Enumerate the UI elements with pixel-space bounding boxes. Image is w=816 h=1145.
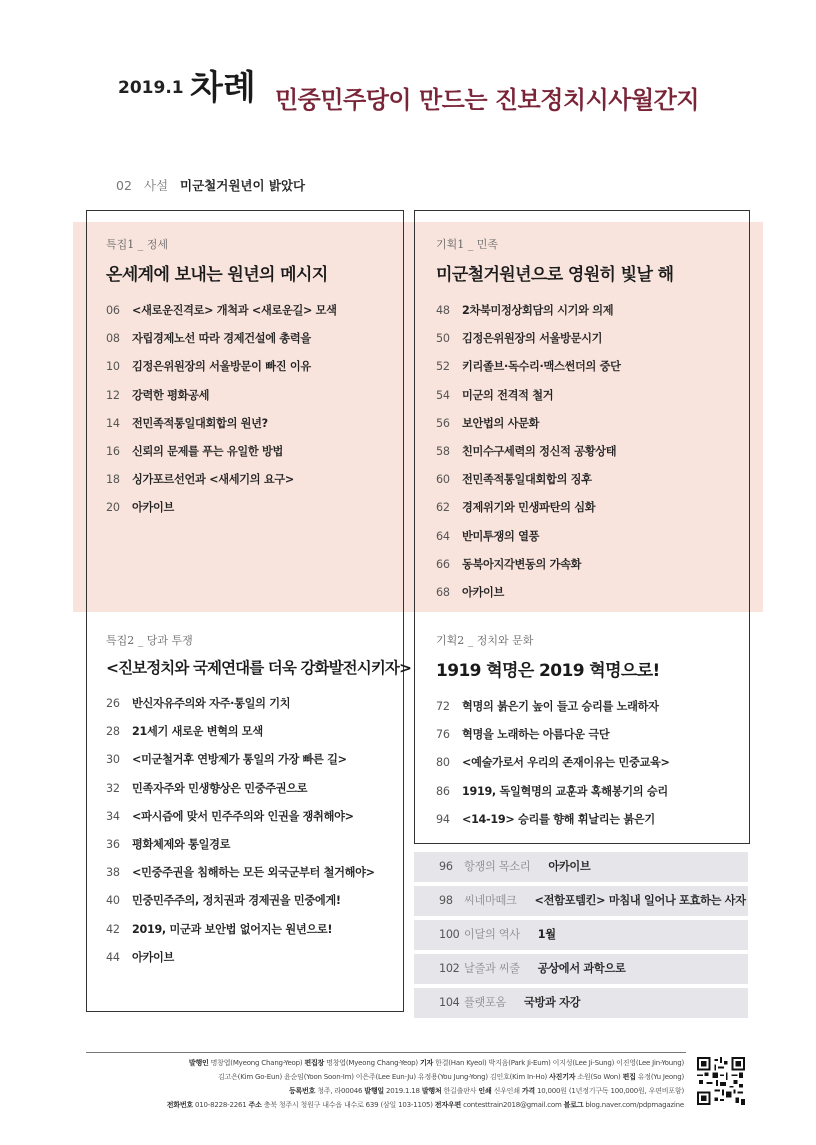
colophon-value: 명창엽(Myeong Chang-Yeop) (210, 1059, 303, 1067)
toc-item[interactable] (106, 948, 411, 976)
toc-item[interactable] (106, 863, 411, 891)
extra-title: 1월 (537, 928, 556, 941)
toc-page: 50 (436, 332, 450, 346)
toc-title: 보안법의 사문화 (462, 416, 540, 430)
toc-title: 미군의 전격적 철거 (462, 388, 554, 402)
toc-page: 94 (436, 812, 450, 826)
toc-item[interactable] (436, 583, 673, 611)
toc-list (106, 301, 337, 527)
colophon-value: contesttrain2018@gmail.com (463, 1101, 562, 1109)
extra-page: 104 (439, 996, 460, 1009)
toc-title: 친미수구세력의 정신적 공황상태 (462, 444, 617, 458)
colophon-label: 편집 (622, 1073, 636, 1081)
extra-category: 이달의 역사 (464, 928, 520, 941)
toc-title: 2019, 미군과 보안법 없어지는 원년으로! (132, 922, 333, 936)
toc-page: 56 (436, 416, 450, 430)
colophon-value: 10,000원 (1년정기구독 100,000원, 우편비포함) (537, 1087, 684, 1095)
toc-page: 54 (436, 388, 450, 402)
toc-title: 김정은위원장의 서울방문시기 (462, 332, 603, 346)
toc-title: 평화체제와 통일경로 (132, 837, 231, 851)
colophon-label: 블로그 (563, 1101, 584, 1109)
colophon-label: 기자 (419, 1059, 434, 1067)
toc-page: 26 (106, 697, 120, 710)
toc-item[interactable] (106, 891, 411, 919)
toc-title: 혁명의 붉은기 높이 들고 승리를 노래하자 (462, 700, 659, 713)
section-title: 미군철거원년으로 영원히 빛날 해 (436, 265, 674, 285)
toc-title: 김정은위원장의 서울방문이 빠진 이유 (132, 360, 311, 374)
toc-title: 2차북미정상회담의 시기와 의제 (462, 304, 614, 317)
toc-item[interactable] (106, 498, 337, 526)
toc-page: 16 (106, 444, 120, 458)
section-title: <진보정치와 국제연대를 더욱 강화발전시키자> (106, 659, 412, 677)
toc-page: 30 (106, 753, 120, 767)
toc-title: <파시즘에 맞서 민주주의와 인권을 쟁취해야> (132, 809, 354, 823)
toc-item[interactable] (436, 498, 673, 526)
toc-title: 혁명을 노래하는 아름다운 극단 (462, 728, 610, 742)
toc-page: 52 (436, 360, 450, 374)
toc-item[interactable] (106, 694, 411, 722)
toc-item[interactable] (106, 470, 337, 498)
toc-title: 1919, 독일혁명의 교훈과 혹해봉기의 승리 (462, 784, 668, 798)
toc-item[interactable] (436, 329, 673, 357)
extra-page: 100 (439, 928, 460, 941)
colophon-value: 한결(Han Kyeol) 박지음(Park Ji-Eum) 이지성(Lee Ji-Sung) 이진영(Lee Jin-Young) (435, 1059, 684, 1067)
section-title: 온세계에 보내는 원년의 메시지 (106, 265, 328, 285)
extra-category: 플랫포옴 (464, 996, 507, 1009)
colophon-label: 인쇄 (478, 1087, 492, 1095)
colophon-label: 전자우편 (434, 1101, 462, 1109)
extra-entry[interactable] (414, 852, 748, 882)
toc-title: 전민족적통일대회합의 원년? (132, 416, 268, 430)
toc-title: 민족자주와 민생향상은 민중주권으로 (132, 781, 308, 795)
toc-page: 38 (106, 866, 120, 880)
editorial-title: 미군철거원년이 밝았다 (180, 178, 306, 193)
colophon-label: 사진기자 (549, 1073, 576, 1081)
colophon-label: 발행인 (188, 1059, 209, 1067)
toc-title: <새로운진격로> 개척과 <새로운길> 모색 (132, 304, 337, 317)
toc-item[interactable] (436, 357, 673, 385)
section-label: 기획1 _ 민족 (436, 238, 498, 251)
toc-title: 싱가포르선언과 <새세기의 요구> (132, 473, 294, 487)
toc-item[interactable] (436, 753, 670, 781)
toc-page: 34 (106, 809, 120, 823)
colophon-line (167, 1100, 684, 1110)
section-label: 특집1 _ 정세 (106, 238, 168, 251)
toc-item[interactable] (436, 697, 670, 725)
toc-page: 80 (436, 756, 450, 770)
toc-title: <예술가로서 우리의 존재이유는 민중교육> (462, 756, 670, 770)
colophon-divider (86, 1052, 686, 1053)
extra-entry[interactable] (414, 954, 748, 984)
toc-page: 62 (436, 501, 450, 515)
toc-title: 전민족적통일대회합의 징후 (462, 473, 592, 487)
toc-item[interactable] (106, 386, 337, 414)
toc-list (436, 697, 670, 838)
colophon-line (218, 1072, 684, 1082)
toc-item[interactable] (106, 357, 337, 385)
qr-code-icon[interactable] (697, 1057, 745, 1105)
extra-page: 102 (439, 962, 460, 975)
extra-page: 98 (439, 894, 453, 907)
colophon-value: 김고은(Kim Go-Eun) 윤순임(Yoon Soon-Im) 이은주(Lee Eun-Ju) 유정용(You Jung-Yong) 김인호(Kim In-Ho) (218, 1073, 548, 1081)
toc-page: 18 (106, 473, 120, 487)
section-label: 기획2 _ 정치와 문화 (436, 634, 534, 647)
colophon-label: 전화번호 (166, 1101, 193, 1109)
toc-item[interactable] (436, 810, 670, 838)
colophon-label: 발행일 (364, 1087, 384, 1095)
extra-entry[interactable] (414, 988, 748, 1018)
colophon-value: 청주, 라00046 (317, 1087, 363, 1095)
toc-page: 36 (106, 837, 120, 851)
extra-title: 국방과 자강 (524, 996, 581, 1009)
toc-title: 동북아지각변동의 가속화 (462, 557, 582, 571)
colophon-value: 신우인쇄 (493, 1087, 520, 1095)
toc-title: 키리졸브·독수리·맥스썬더의 중단 (462, 360, 621, 374)
toc-page: 86 (436, 784, 450, 798)
toc-page: 72 (436, 700, 450, 713)
toc-list (106, 694, 411, 976)
toc-page: 10 (106, 360, 120, 374)
toc-item[interactable] (106, 329, 337, 357)
colophon-value: blog.naver.com/pdpmagazine (585, 1101, 684, 1109)
toc-item[interactable] (106, 722, 411, 750)
toc-item[interactable] (106, 807, 411, 835)
toc-title: 반미투쟁의 열풍 (462, 529, 540, 543)
section-plan2 (436, 632, 670, 838)
colophon-value: 한길출판사 (443, 1087, 477, 1095)
toc-page: 64 (436, 529, 450, 543)
toc-title: <민중주권을 침해하는 모든 외국군부터 철거해야> (132, 866, 375, 880)
toc-title: 아카이브 (132, 501, 175, 515)
toc-item[interactable] (436, 470, 673, 498)
toc-page: 12 (106, 388, 120, 402)
colophon-label: 가격 (521, 1087, 535, 1095)
section-special2 (106, 632, 411, 976)
toc-item[interactable] (106, 779, 411, 807)
section-special1 (106, 236, 337, 527)
toc-page: 20 (106, 501, 120, 515)
extra-category: 씨네마떼크 (464, 894, 517, 907)
toc-item[interactable] (436, 386, 673, 414)
issue-date: 2019.1 (118, 78, 184, 98)
toc-item[interactable] (436, 301, 673, 329)
toc-item[interactable] (106, 835, 411, 863)
toc-item[interactable] (106, 414, 337, 442)
toc-page: 68 (436, 585, 450, 599)
section-title: 1919 혁명은 2019 혁명으로! (436, 661, 660, 681)
extra-category: 날줄과 씨줄 (464, 962, 520, 975)
toc-title: 자립경제노선 따라 경제건설에 총력을 (132, 332, 311, 346)
extra-entry[interactable] (414, 920, 748, 950)
toc-item[interactable] (436, 555, 673, 583)
toc-page: 14 (106, 416, 120, 430)
toc-page: 58 (436, 444, 450, 458)
toc-page: 32 (106, 781, 120, 795)
toc-title: 민중민주주의, 정치권과 경제권을 민중에게! (132, 894, 341, 908)
colophon-value: 명창엽(Myeong Chang-Yeop) (326, 1059, 418, 1067)
colophon-label: 편집장 (304, 1059, 325, 1067)
toc-item[interactable] (436, 725, 670, 753)
colophon-label: 발행처 (421, 1087, 442, 1095)
extra-page: 96 (439, 860, 453, 873)
toc-page: 42 (106, 922, 120, 936)
toc-page: 66 (436, 557, 450, 571)
extra-title: 아카이브 (548, 860, 591, 873)
colophon-line (189, 1058, 684, 1068)
toc-title: 아카이브 (462, 585, 505, 599)
colophon-value: 010-8228-2261 (195, 1101, 247, 1109)
toc-title: 강력한 평화공세 (132, 388, 210, 402)
toc-page: 08 (106, 332, 120, 346)
colophon-value: 유정(Yu Jeong) (637, 1073, 684, 1081)
toc-page: 76 (436, 728, 450, 742)
colophon-value: 소원(So Won) (577, 1073, 621, 1081)
toc-item[interactable] (436, 442, 673, 470)
toc-page: 44 (106, 950, 120, 964)
toc-title: <미군철거후 연방제가 통일의 가장 빠른 길> (132, 753, 347, 767)
toc-item[interactable] (106, 750, 411, 778)
colophon-value: 충북 청주시 청원구 내수읍 내수로 639 (삼일 103-1105) (263, 1101, 433, 1109)
section-label: 특집2 _ 당과 투쟁 (106, 634, 193, 647)
toc-item[interactable] (106, 301, 337, 329)
section-plan1 (436, 236, 673, 611)
editorial-category: 사설 (143, 178, 169, 193)
toc-page: 48 (436, 304, 450, 317)
toc-item[interactable] (106, 442, 337, 470)
magazine-subtitle: 민중민주당이 만드는 진보정치시사월간지 (275, 86, 700, 114)
toc-item[interactable] (106, 920, 411, 948)
extra-category: 항쟁의 목소리 (464, 860, 531, 873)
toc-page: 06 (106, 304, 120, 317)
toc-title: 신뢰의 문제를 푸는 유일한 방법 (132, 444, 283, 458)
editorial-entry[interactable] (116, 176, 305, 194)
colophon-label: 주소 (248, 1101, 262, 1109)
extra-entry[interactable] (414, 886, 748, 916)
toc-item[interactable] (436, 414, 673, 442)
toc-page: 28 (106, 725, 120, 739)
toc-page: 40 (106, 894, 120, 908)
editorial-page: 02 (116, 178, 132, 193)
toc-item[interactable] (436, 782, 670, 810)
toc-item[interactable] (436, 527, 673, 555)
colophon-line (289, 1086, 684, 1096)
toc-title: 반신자유주의와 자주·통일의 기치 (132, 697, 291, 710)
toc-title: 21세기 새로운 변혁의 모색 (132, 725, 263, 739)
toc-title: <14-19> 승리를 향해 휘날리는 붉은기 (462, 812, 655, 826)
toc-title: 경제위기와 민생파탄의 심화 (462, 501, 596, 515)
toc-page: 60 (436, 473, 450, 487)
toc-list (436, 301, 673, 611)
toc-title: 아카이브 (132, 950, 175, 964)
extra-title: <전함포템킨> 마침내 일어나 포효하는 사자 (534, 894, 746, 907)
page-title: 차례 (190, 68, 256, 108)
colophon-label: 등록번호 (288, 1087, 316, 1095)
extra-title: 공상에서 과학으로 (537, 962, 626, 975)
colophon-value: 2019.1.18 (385, 1087, 420, 1095)
